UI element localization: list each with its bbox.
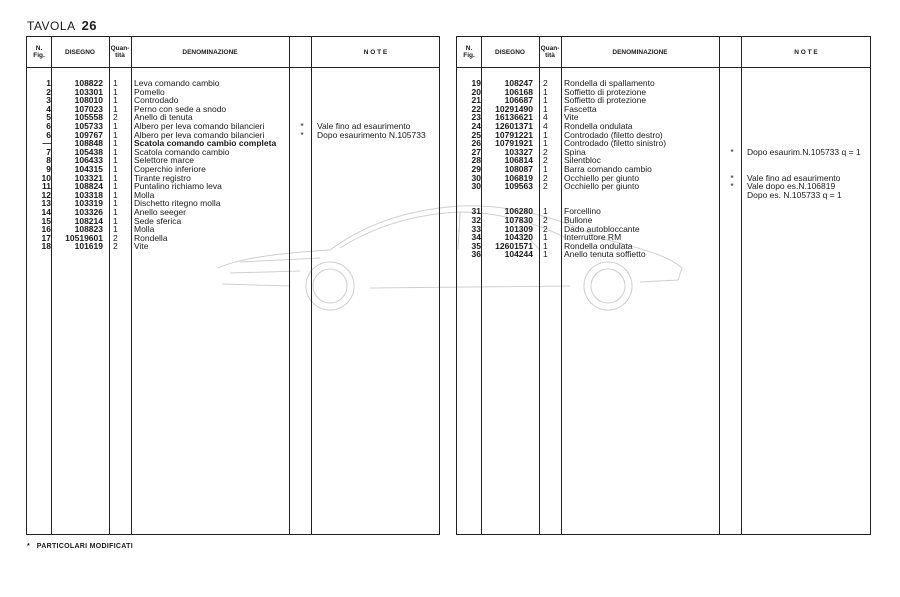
table-row [457,191,870,200]
part-number: 106687 [504,95,533,106]
description: Occhiello per giunto [564,172,640,183]
part-number: 108087 [504,163,533,174]
part-number: 103318 [74,189,103,200]
quantity: 1 [113,138,118,149]
fig-number: 7 [46,146,51,157]
header-disegno: DISEGNO [495,48,525,56]
part-number: 103327 [504,146,533,157]
part-number: 107830 [504,214,533,225]
parts-list [27,79,439,251]
right-parts-table [456,36,871,535]
part-number: 10791921 [495,138,533,149]
description: Soffietto di protezione [564,95,647,106]
fig-number: 14 [41,206,51,217]
description: Forcellino [564,206,601,217]
quantity: 1 [113,86,118,97]
fig-number: 13 [41,198,51,209]
fig-number: 36 [471,249,481,260]
description: Interruttore RM [564,232,622,243]
part-number: 103321 [74,172,103,183]
note: Dopo esaurim.N.105733 q = 1 [747,146,861,157]
fig-number: 15 [41,215,51,226]
footnote-mark: * [27,543,31,550]
part-number: 16136621 [495,112,533,123]
fig-number: 29 [471,163,481,174]
fig-number: 35 [471,240,481,251]
quantity: 4 [543,112,548,123]
fig-number: 34 [471,232,481,243]
fig-number: 3 [46,95,51,106]
part-number: 108822 [74,78,103,88]
quantity: 2 [543,172,548,183]
header-denominazione: DENOMINAZIONE [612,48,668,56]
description: Vite [134,241,149,252]
part-number: 108848 [74,138,103,149]
description: Controdado (filetto sinistro) [564,138,667,149]
header-quantita: Quan- tità [540,45,560,59]
part-number: 103319 [74,198,103,209]
fig-number: — [42,138,51,149]
fig-number: 23 [471,112,481,123]
part-number: 103326 [74,206,103,217]
part-number: 108824 [74,181,103,192]
fig-number: 9 [46,163,51,174]
quantity: 1 [543,86,548,97]
footnote [27,543,133,550]
fig-number: 28 [471,155,481,166]
quantity: 1 [113,103,118,114]
fig-number: 30 [471,172,481,183]
parts-list [457,79,870,259]
description: Spina [564,146,586,157]
part-number: 104315 [74,163,103,174]
quantity: 1 [543,129,548,140]
description: Bullone [564,214,593,225]
description: Selettore marce [134,155,194,166]
fig-number: 24 [471,120,481,131]
description: Coperchio inferiore [134,163,206,174]
part-number: 12601571 [495,240,533,251]
part-number: 106168 [504,86,533,97]
part-number: 105558 [74,112,103,123]
part-number: 10519601 [65,232,103,243]
part-number: 106814 [504,155,533,166]
description: Rondella ondulata [564,240,633,251]
description: Anello seeger [134,206,186,217]
footnote-text: PARTICOLARI MODIFICATI [36,543,133,550]
part-number: 105438 [74,146,103,157]
quantity: 1 [543,103,548,114]
description: Dischetto ritegno molla [134,198,221,209]
description: Soffietto di protezione [564,86,647,97]
quantity: 1 [113,215,118,226]
fig-number: 16 [41,224,51,235]
part-number: 103301 [74,86,103,97]
description: Controdado [134,95,179,106]
fig-number: 10 [41,172,51,183]
fig-number: 11 [42,181,51,192]
description: Fascetta [564,103,597,114]
description: Scatola comando cambio completa [134,138,277,149]
header-disegno: DISEGNO [65,48,95,56]
description: Molla [134,224,155,235]
description: Rondella di spallamento [564,78,655,88]
fig-number: 30 [471,181,481,192]
note: Dopo es. N.105733 q = 1 [747,189,842,200]
quantity: 1 [113,95,118,106]
quantity: 1 [543,138,548,149]
part-number: 109767 [74,129,103,140]
part-number: 106819 [504,172,533,183]
description: Dado autobloccante [564,223,640,234]
fig-number: 6 [46,129,51,140]
fig-number: 12 [41,189,51,200]
fig-number: 26 [471,138,481,149]
description: Anello tenuta soffietto [564,249,646,260]
quantity: 1 [113,155,118,166]
description: Anello di tenuta [134,112,193,123]
part-number: 108010 [74,95,103,106]
quantity: 1 [113,224,118,235]
part-number: 10791221 [495,129,533,140]
modified-mark: * [300,120,304,131]
header-quantita: Quan- tità [110,45,130,59]
fig-number: 4 [46,103,51,114]
description: Occhiello per giunto [564,181,640,192]
quantity: 1 [543,249,548,260]
description: Pomello [134,86,165,97]
fig-number: 32 [471,214,481,225]
part-number: 109563 [504,181,533,192]
quantity: 1 [113,120,118,131]
header-denominazione: DENOMINAZIONE [182,48,238,56]
note: Vale fino ad esaurimento [317,120,411,131]
description: Rondella ondulata [564,120,633,131]
quantity: 2 [543,78,548,88]
fig-number: 20 [471,86,481,97]
fig-number: 1 [46,78,51,88]
description: Barra comando cambio [564,163,652,174]
table-header [457,37,870,68]
quantity: 2 [543,181,548,192]
part-number: 108823 [74,224,103,235]
fig-number: 17 [41,232,51,243]
quantity: 2 [543,223,548,234]
page-title [27,18,97,33]
quantity: 1 [113,206,118,217]
quantity: 1 [543,240,548,251]
note: Vale dopo es.N.106819 [747,181,836,192]
header-n-fig: N. Fig. [33,45,45,59]
modified-mark: * [730,172,734,183]
quantity: 4 [543,120,548,131]
quantity: 1 [113,146,118,157]
modified-mark: * [730,181,734,192]
modified-mark: * [300,129,304,140]
quantity: 1 [113,163,118,174]
fig-number: 5 [46,112,51,123]
quantity: 2 [543,214,548,225]
part-number: 10291490 [495,103,533,114]
header-note: N O T E [794,48,818,56]
fig-number: 25 [471,129,481,140]
fig-number: 31 [471,206,481,217]
note: Vale fino ad esaurimento [747,172,841,183]
part-number: 104320 [504,232,533,243]
part-number: 12601371 [495,120,533,131]
fig-number: 22 [471,103,481,114]
description: Rondella [134,232,168,243]
part-number: 101309 [504,223,533,234]
part-number: 108214 [74,215,103,226]
part-number: 107023 [74,103,103,114]
fig-number: 21 [471,95,481,106]
part-number: 105733 [74,120,103,131]
description: Silentbloc [564,155,601,166]
quantity: 2 [543,146,548,157]
description: Vite [564,112,579,123]
quantity: 1 [543,206,548,217]
table-row [457,250,870,259]
quantity: 2 [113,241,118,252]
quantity: 1 [543,163,548,174]
quantity: 2 [113,112,118,123]
fig-number: 8 [46,155,51,166]
fig-number: 18 [41,241,51,252]
quantity: 1 [543,232,548,243]
description: Scatola comando cambio [134,146,230,157]
fig-number: 6 [46,120,51,131]
quantity: 2 [543,155,548,166]
part-number: 101619 [74,241,103,252]
quantity: 1 [113,181,118,192]
description: Albero per leva comando bilancieri [134,129,265,140]
header-note: N O T E [363,48,388,56]
part-number: 108247 [504,78,533,88]
description: Perno con sede a snodo [134,103,227,114]
modified-mark: * [730,146,734,157]
quantity: 1 [113,198,118,209]
fig-number: 33 [471,223,481,234]
description: Sede sferica [134,215,182,226]
quantity: 1 [543,95,548,106]
title-word: TAVOLA [27,19,76,33]
quantity: 1 [113,189,118,200]
quantity: 1 [113,172,118,183]
description: Tirante registro [134,172,191,183]
table-row [27,242,439,251]
quantity: 1 [113,129,118,140]
description: Albero per leva comando bilancieri [134,120,265,131]
description: Leva comando cambio [134,78,220,88]
fig-number: 27 [471,146,481,157]
table-header [27,37,439,68]
quantity: 2 [113,232,118,243]
fig-number: 19 [471,78,481,88]
fig-number: 2 [46,86,51,97]
header-n-fig: N. Fig. [463,45,475,59]
quantity: 1 [113,78,118,88]
description: Controdado (filetto destro) [564,129,663,140]
description: Puntalino richiamo leva [134,181,222,192]
description: Molla [134,189,155,200]
left-parts-table [26,36,440,535]
part-number: 106433 [74,155,103,166]
part-number: 106280 [504,206,533,217]
note: Dopo esaurimento N.105733 [317,129,426,140]
part-number: 104244 [504,249,533,260]
title-number: 26 [81,18,98,33]
